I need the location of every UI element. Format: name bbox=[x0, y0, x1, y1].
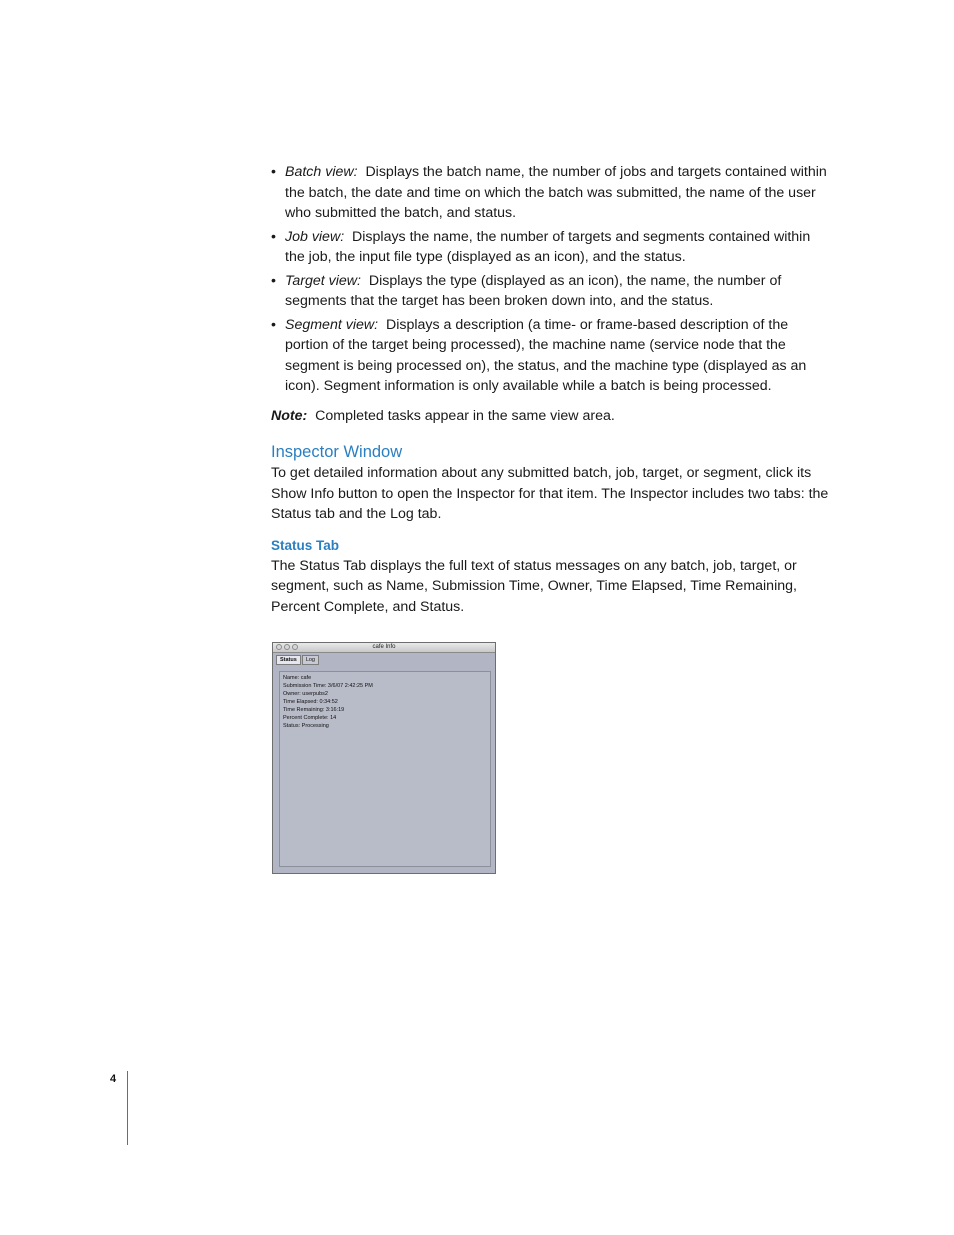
bullet-icon: • bbox=[271, 272, 276, 289]
margin-rule bbox=[127, 1071, 128, 1145]
status-tab-paragraph: The Status Tab displays the full text of status messages on any batch, job, target, or segment, such as Name, Submission Time, Owner, Time Elapsed, Time Remaining, Percent Complete, and Status. bbox=[271, 557, 797, 615]
list-item-term: Job view: bbox=[285, 228, 345, 245]
inspector-paragraph: To get detailed information about any submitted batch, job, target, or segment, click its Show Info button to open the Inspector for that item. The Inspector includes two tabs: the Status tab and the Log tab. bbox=[271, 465, 829, 522]
bullet-icon: • bbox=[271, 316, 276, 333]
inspector-window-screenshot bbox=[272, 642, 496, 874]
view-list bbox=[271, 162, 831, 397]
note bbox=[271, 406, 831, 427]
section-heading-inspector: Inspector Window bbox=[271, 443, 403, 461]
list-item bbox=[271, 315, 831, 397]
subsection-heading-status-tab: Status Tab bbox=[271, 537, 340, 553]
list-item-text: Displays a description (a time- or frame-based description of the portion of the target being processed), the machine name (service node that the segment is being processed on), the status, and the machine type (displayed as an icon). Segment information is only available while a batch is being processed. bbox=[285, 316, 807, 394]
list-item-text: Displays the type (displayed as an icon), the name, the number of segments that the target has been broken down into, and the status. bbox=[285, 272, 782, 309]
note-text: Completed tasks appear in the same view area. bbox=[315, 407, 615, 424]
status-line: Submission Time: 3/6/07 2:42:25 PM bbox=[283, 683, 373, 689]
tab-bar bbox=[276, 655, 320, 665]
status-line: Name: cafe bbox=[283, 675, 312, 681]
bullet-icon: • bbox=[271, 228, 276, 245]
status-line: Time Remaining: 3:16:19 bbox=[283, 707, 345, 713]
list-item-term: Batch view: bbox=[285, 164, 358, 180]
tab-status: Status bbox=[276, 655, 301, 665]
note-label: Note: bbox=[271, 407, 308, 424]
page-content bbox=[271, 162, 831, 617]
window-titlebar bbox=[273, 643, 495, 653]
status-panel bbox=[279, 671, 491, 867]
tab-log: Log bbox=[302, 655, 319, 665]
status-line: Time Elapsed: 0:34:52 bbox=[283, 699, 338, 705]
bullet-icon: • bbox=[271, 164, 276, 180]
page-number: 4 bbox=[110, 1073, 117, 1085]
list-item-term: Segment view: bbox=[285, 316, 379, 333]
status-line: Percent Complete: 14 bbox=[283, 715, 337, 721]
list-item bbox=[271, 227, 831, 268]
window-title: cafe Info bbox=[372, 644, 396, 650]
status-line: Status: Processing bbox=[283, 723, 329, 729]
list-item bbox=[271, 162, 831, 224]
status-line: Owner: userpubs2 bbox=[283, 691, 328, 697]
list-item bbox=[271, 271, 831, 312]
list-item-term: Target view: bbox=[285, 272, 361, 289]
list-item-text: Displays the batch name, the number of jobs and targets contained within the batch, the date and time on which the batch was submitted, the name of the user who submitted the batch, and status. bbox=[285, 164, 827, 221]
list-item-text: Displays the name, the number of targets and segments contained within the job, the input file type (displayed as an icon), and the status. bbox=[285, 228, 811, 265]
